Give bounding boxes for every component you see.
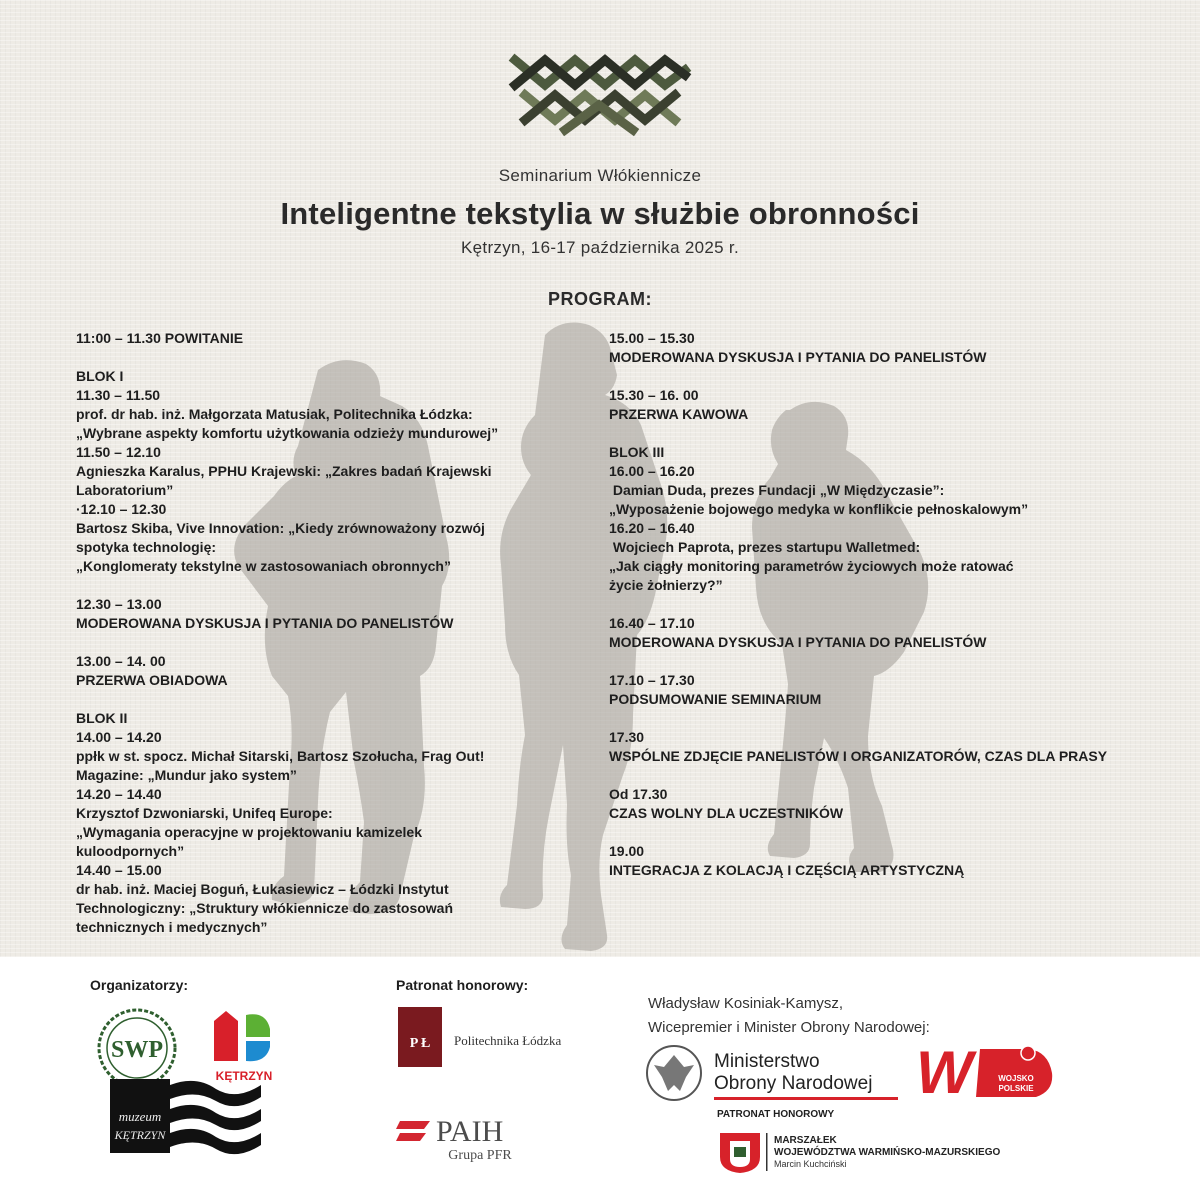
marszalek-logo xyxy=(716,1129,1016,1175)
paih-sub-text: Grupa PFR xyxy=(448,1148,512,1163)
program-line: Laboratorium” xyxy=(76,482,174,498)
program-line: 14.40 – 15.00 xyxy=(76,862,162,878)
marszalek-line2: WOJEWÓDZTWA WARMIŃSKO-MAZURSKIEGO xyxy=(774,1147,1001,1158)
politechnika-lodzka-logo xyxy=(398,1007,598,1069)
program-line: 16.20 – 16.40 xyxy=(609,520,695,536)
program-line: Damian Duda, prezes Fundacji „W Międzyczasie”: xyxy=(609,482,945,498)
program-line: 15.30 – 16. 00 xyxy=(609,387,699,403)
mon-logo xyxy=(640,1045,900,1105)
program-line: 15.00 – 15.30 xyxy=(609,330,695,346)
marszalek-line1: MARSZAŁEK xyxy=(774,1135,837,1146)
mon-line1-text: Ministerstwo xyxy=(714,1051,820,1072)
pl-name-text: Politechnika Łódzka xyxy=(454,1033,562,1048)
wojsko-polskie-logo xyxy=(916,1041,1066,1101)
program-line: technicznych i medycznych” xyxy=(76,919,268,935)
minister-role: Wicepremier i Minister Obrony Narodowej: xyxy=(648,1019,930,1036)
program-spacer xyxy=(76,576,566,595)
mon-line2-text: Obrony Narodowej xyxy=(714,1073,873,1094)
program-line: 11.30 – 11.50 xyxy=(76,387,161,403)
program-spacer xyxy=(609,766,1129,785)
program-spacer xyxy=(609,709,1129,728)
program-line: 17.10 – 17.30 xyxy=(609,672,695,688)
muzeum-logo-text: muzeum xyxy=(118,1109,162,1124)
program-line: „Jak ciągły monitoring parametrów życiowych może ratować xyxy=(609,558,1014,574)
paih-logo xyxy=(396,1113,566,1163)
wp-text2: POLSKIE xyxy=(998,1084,1034,1093)
minister-name: Władysław Kosiniak-Kamysz, xyxy=(648,995,844,1012)
program-line: BLOK II xyxy=(76,710,128,726)
program-left-column xyxy=(76,329,566,937)
program-line: Technologiczny: „Struktury włókiennicze do zastosowań xyxy=(76,900,454,916)
program-spacer xyxy=(609,367,1129,386)
program-spacer xyxy=(609,652,1129,671)
seminar-subtitle: Seminarium Włókiennicze xyxy=(498,166,702,185)
wp-text1: WOJSKO xyxy=(998,1074,1034,1083)
seminar-title: Inteligentne tekstylia w służbie obronności xyxy=(280,196,920,231)
program-line: BLOK I xyxy=(76,368,124,384)
program-line: 11:00 – 11.30 POWITANIE xyxy=(76,330,244,346)
program-line: Agnieszka Karalus, PPHU Krajewski: „Zakres badań Krajewski xyxy=(76,463,492,479)
program-line: 14.00 – 14.20 xyxy=(76,729,162,745)
program-line: ppłk w st. spocz. Michał Sitarski, Bartosz Szołucha, Frag Out! xyxy=(76,748,485,764)
program-right-column xyxy=(609,329,1129,880)
program-line: „Wyposażenie bojowego medyka w konflikcie pełnoskalowym” xyxy=(609,501,1029,517)
program-line: „Wymagania operacyjne w projektowaniu kamizelek xyxy=(76,824,422,840)
swp-logo-text: SWP xyxy=(110,1037,164,1063)
program-line: spotyka technologię: xyxy=(76,539,217,555)
program-line: dr hab. inż. Maciej Boguń, Łukasiewicz – Łódzki Instytut xyxy=(76,881,449,897)
program-line: 16.40 – 17.10 xyxy=(609,615,695,631)
program-line: Od 17.30 xyxy=(609,786,668,802)
program-heading: PROGRAM: xyxy=(548,289,652,309)
program-line: 17.30 xyxy=(609,729,645,745)
seminar-dateline: Kętrzyn, 16-17 października 2025 r. xyxy=(461,238,739,257)
program-spacer xyxy=(609,595,1129,614)
program-line: 13.00 – 14. 00 xyxy=(76,653,166,669)
program-spacer xyxy=(76,633,566,652)
program-line: MODEROWANA DYSKUSJA I PYTANIA DO PANELISTÓW xyxy=(609,349,987,365)
program-line: Bartosz Skiba, Vive Innovation: „Kiedy zrównoważony rozwój xyxy=(76,520,485,536)
program-line: MODEROWANA DYSKUSJA I PYTANIA DO PANELISTÓW xyxy=(609,634,987,650)
program-line: ·12.10 – 12.30 xyxy=(76,501,167,517)
program-line: PRZERWA KAWOWA xyxy=(609,406,749,422)
program-line: 14.20 – 14.40 xyxy=(76,786,162,802)
muzeum-ketrzyn-logo xyxy=(106,1075,266,1157)
program-line: INTEGRACJA Z KOLACJĄ I CZĘŚCIĄ ARTYSTYCZNĄ xyxy=(609,862,965,878)
marszalek-name: Marcin Kuchciński xyxy=(774,1159,847,1169)
ketrzyn-logo-text: KĘTRZYN xyxy=(215,1069,273,1083)
program-line: Wojciech Paprota, prezes startupu Walletmed: xyxy=(609,539,921,555)
program-line: 12.30 – 13.00 xyxy=(76,596,162,612)
pl-mark-text: P Ł xyxy=(409,1036,431,1051)
organizers-label: Organizatorzy: xyxy=(90,977,189,993)
wp-letter: W xyxy=(916,1041,973,1101)
program-line: życie żołnierzy?” xyxy=(609,577,723,593)
program-line: PRZERWA OBIADOWA xyxy=(76,672,228,688)
program-line: MODEROWANA DYSKUSJA I PYTANIA DO PANELISTÓW xyxy=(76,615,454,631)
program-line: kuloodpornych” xyxy=(76,843,185,859)
program-line: Magazine: „Mundur jako system” xyxy=(76,767,297,783)
program-line: BLOK III xyxy=(609,444,665,460)
patronage-label: Patronat honorowy: xyxy=(396,977,529,993)
program-spacer xyxy=(76,348,566,367)
program-spacer xyxy=(609,424,1129,443)
program-line: prof. dr hab. inż. Małgorzata Matusiak, Politechnika Łódzka: xyxy=(76,406,473,422)
program-line: PODSUMOWANIE SEMINARIUM xyxy=(609,691,822,707)
woven-textile-logo xyxy=(505,40,693,140)
program-line: „Wybrane aspekty komfortu użytkowania odzieży mundurowej” xyxy=(76,425,499,441)
program-spacer xyxy=(76,690,566,709)
program-line: 19.00 xyxy=(609,843,645,859)
program-line: „Konglomeraty tekstylne w zastosowaniach obronnych” xyxy=(76,558,451,574)
program-line: CZAS WOLNY DLA UCZESTNIKÓW xyxy=(609,805,844,821)
patronat-honorowy-label: PATRONAT HONOROWY xyxy=(717,1109,835,1120)
program-line: Krzysztof Dzwoniarski, Unifeq Europe: xyxy=(76,805,333,821)
program-line: 11.50 – 12.10 xyxy=(76,444,161,460)
sponsors-footer xyxy=(0,957,1200,1200)
program-line: WSPÓLNE ZDJĘCIE PANELISTÓW I ORGANIZATORÓW, CZAS DLA PRASY xyxy=(609,748,1108,764)
program-line: 16.00 – 16.20 xyxy=(609,463,695,479)
program-spacer xyxy=(609,823,1129,842)
paih-name-text: PAIH xyxy=(436,1115,504,1148)
muzeum-logo-text-2: KĘTRZYN xyxy=(114,1128,166,1142)
